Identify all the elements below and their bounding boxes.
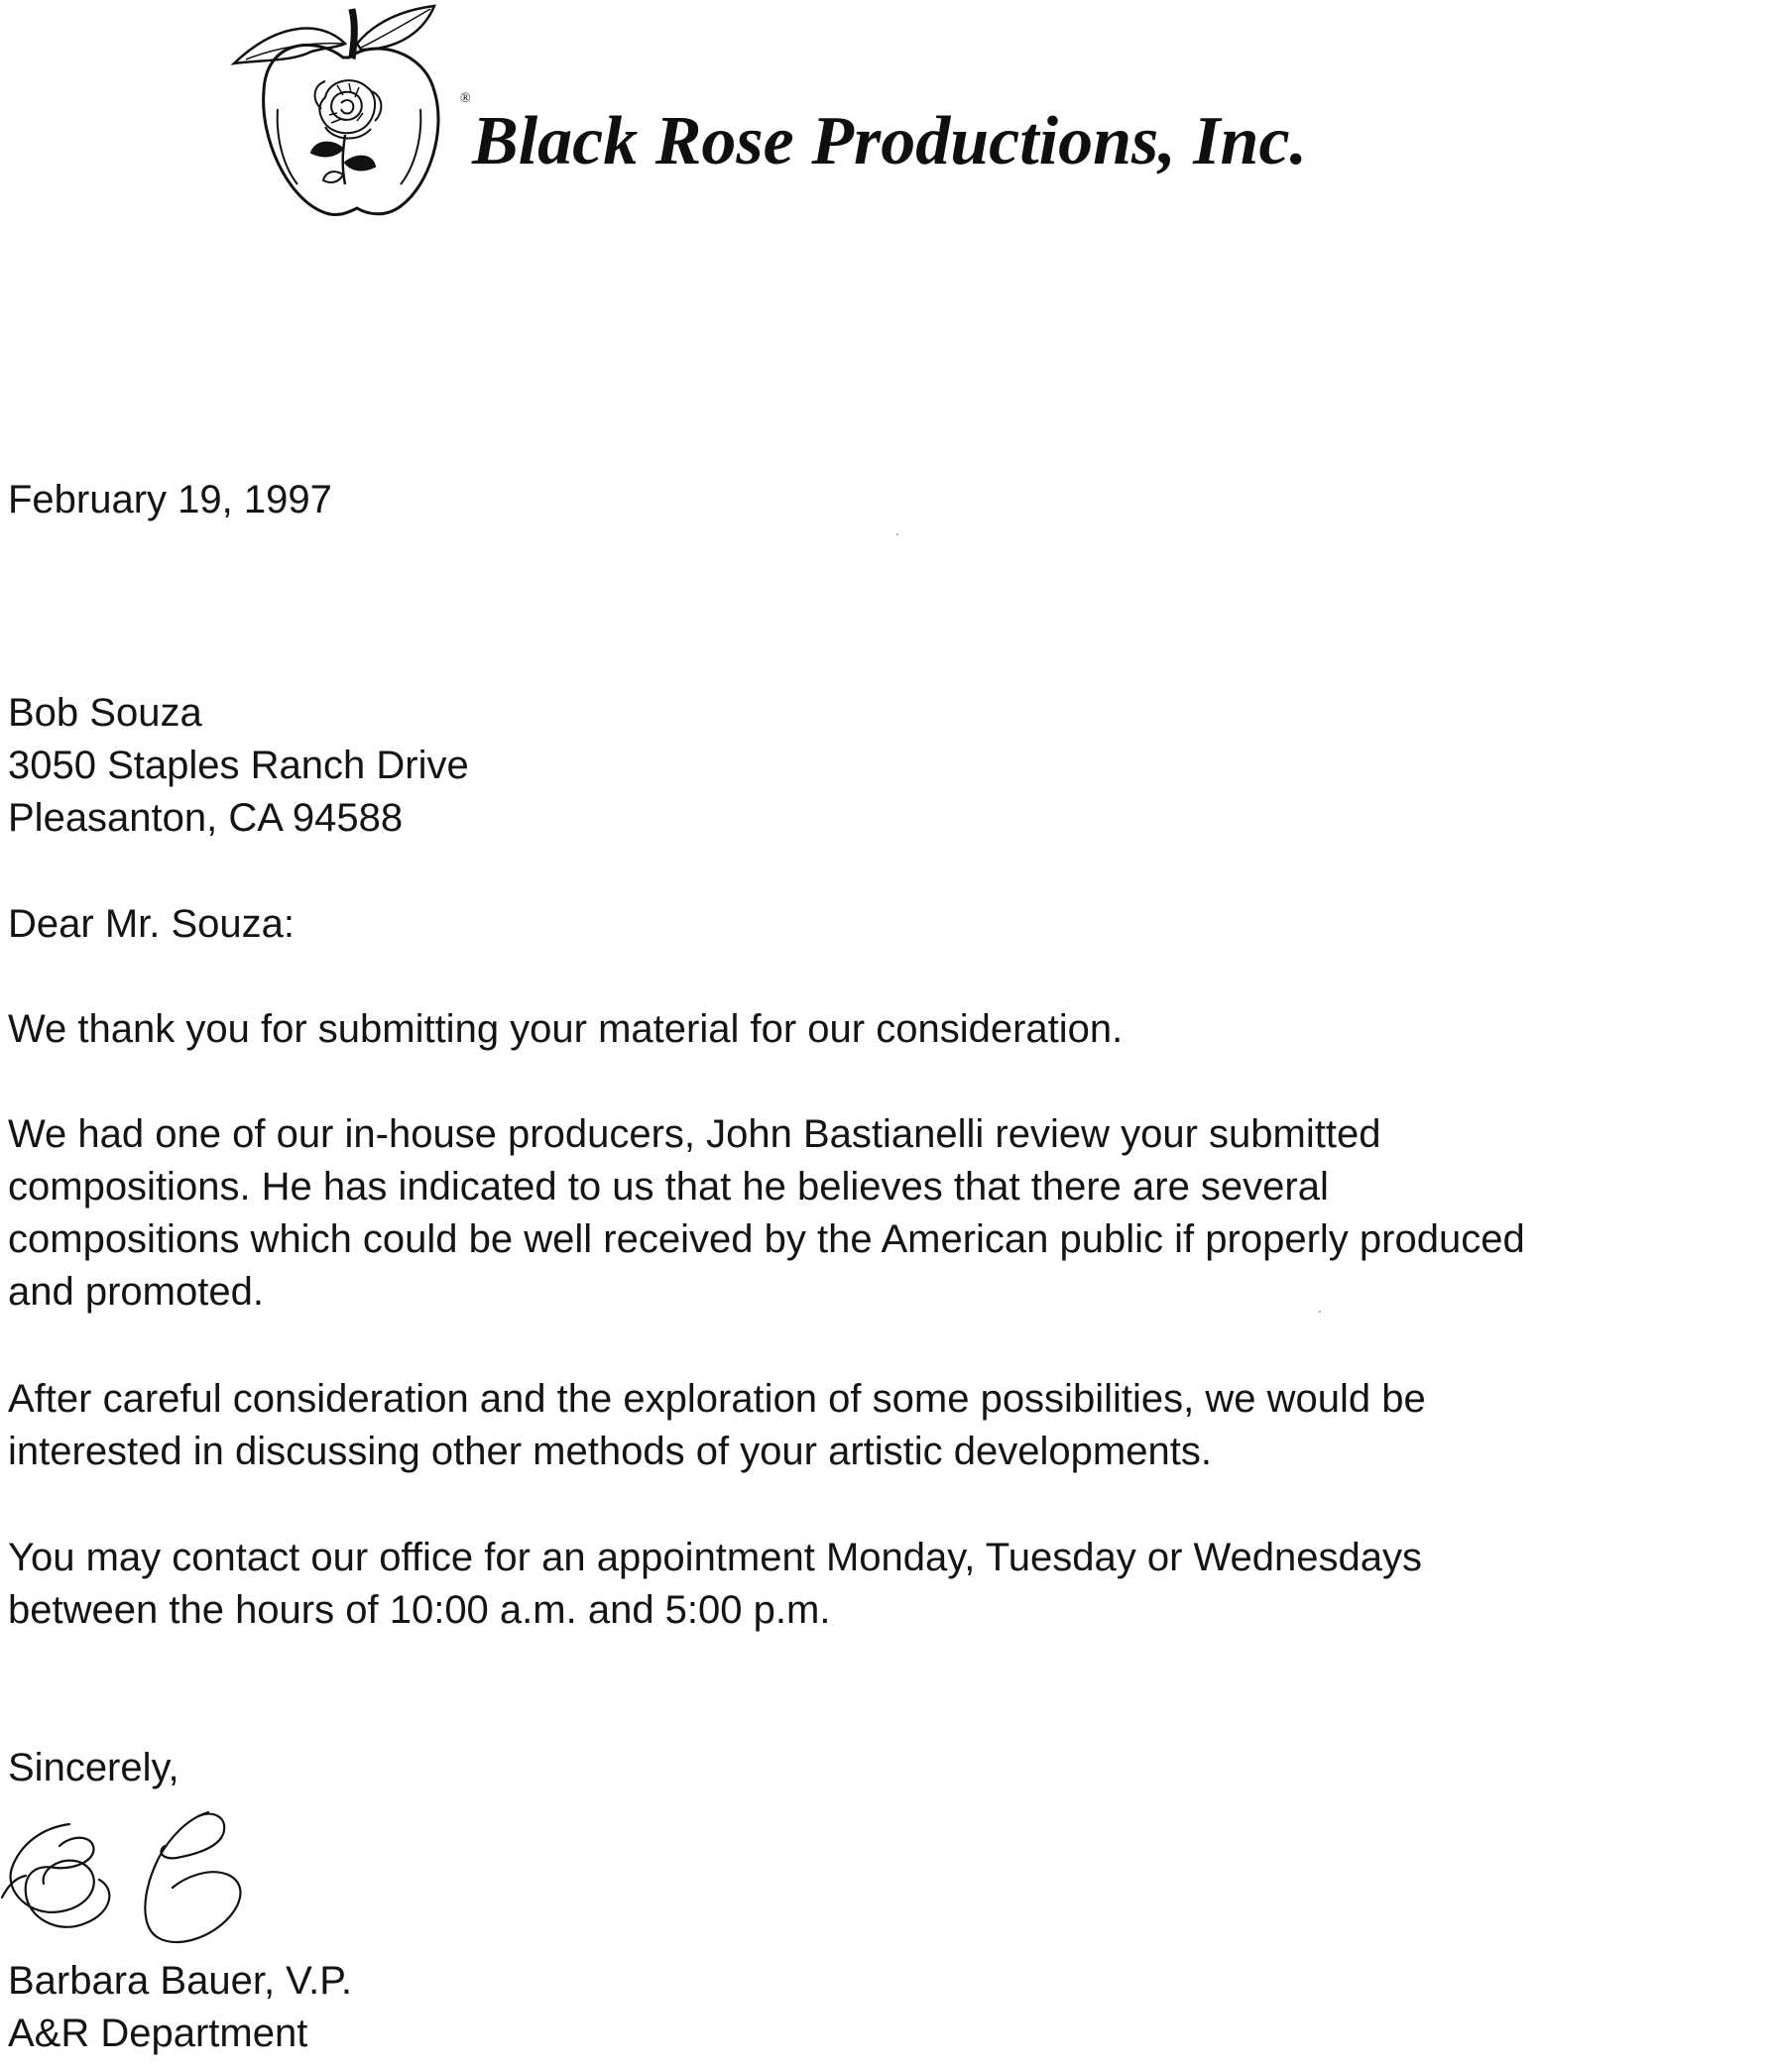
paragraph-2-line: compositions. He has indicated to us that he believes that there are several: [8, 1165, 1329, 1209]
paragraph-4: [8, 1532, 1422, 1637]
recipient-street: 3050 Staples Ranch Drive: [8, 744, 469, 787]
letterhead: [226, 0, 1614, 238]
signatory-department: A&R Department: [8, 2012, 308, 2055]
handwritten-signature: [0, 1806, 258, 1955]
scan-speck: [896, 533, 898, 535]
signatory-block: [8, 1955, 352, 2060]
recipient-address: [8, 687, 469, 845]
registered-mark: ®: [460, 91, 471, 106]
closing: Sincerely,: [8, 1746, 179, 1789]
paragraph-2-line: compositions which could be well received by the American public if properly produced: [8, 1217, 1525, 1261]
signatory-name: Barbara Bauer, V.P.: [8, 1959, 352, 2003]
paragraph-4-line: You may contact our office for an appointment Monday, Tuesday or Wednesdays: [8, 1536, 1423, 1579]
paragraph-2-line: We had one of our in-house producers, John Bastianelli review your submitted: [8, 1112, 1381, 1156]
salutation: Dear Mr. Souza:: [8, 902, 296, 946]
letter-date: February 19, 1997: [8, 478, 332, 521]
apple-rose-logo: [226, 0, 464, 230]
paragraph-2: [8, 1108, 1525, 1319]
scan-speck: [1319, 1311, 1321, 1313]
company-name: Black Rose Productions, Inc.: [472, 103, 1308, 179]
paragraph-3-line: interested in discussing other methods of your artistic developments.: [8, 1430, 1212, 1473]
recipient-city: Pleasanton, CA 94588: [8, 796, 404, 840]
paragraph-2-line: and promoted.: [8, 1270, 264, 1314]
paragraph-3-line: After careful consideration and the exploration of some possibilities, we would be: [8, 1377, 1426, 1421]
paragraph-4-line: between the hours of 10:00 a.m. and 5:00 p.m.: [8, 1588, 831, 1632]
rose-icon: [311, 80, 381, 184]
recipient-name: Bob Souza: [8, 691, 202, 735]
paragraph-1-line: We thank you for submitting your material for our consideration.: [8, 1007, 1124, 1051]
paragraph-3: [8, 1373, 1426, 1478]
paragraph-1: [8, 1003, 1123, 1056]
